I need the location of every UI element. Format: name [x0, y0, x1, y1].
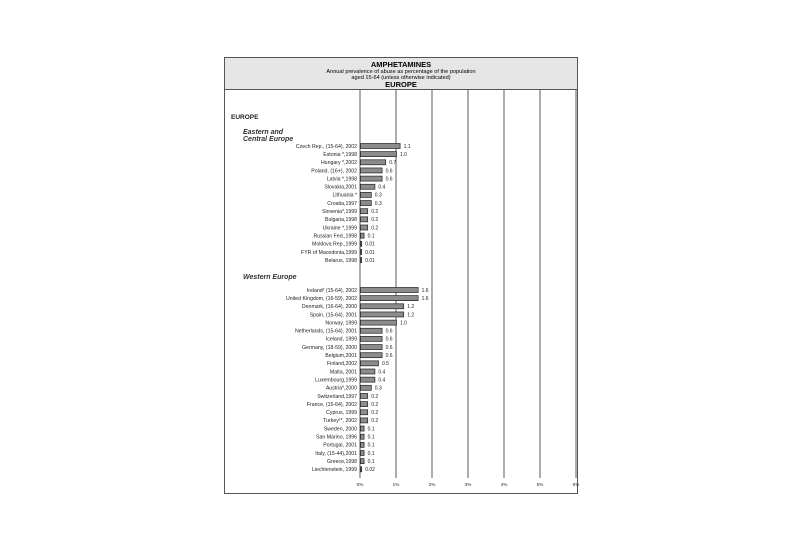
x-tick-label: 4%	[500, 482, 508, 487]
x-tick-label: 6%	[572, 482, 580, 487]
data-label: 1.6	[421, 295, 429, 302]
category-label: Latvia *,1998	[326, 176, 357, 183]
category-label: Ukraine *,1999	[322, 225, 357, 232]
category-label: Austria*,2000	[325, 385, 357, 392]
category-label: Malta, 2001	[329, 369, 357, 376]
data-label: 0.5	[382, 361, 389, 368]
category-label: Slovenia*,1999	[322, 209, 357, 215]
bar	[361, 320, 397, 325]
data-label: 1.0	[400, 151, 407, 158]
bar	[361, 296, 419, 301]
category-label: FYR of Macedonia,1999	[301, 249, 357, 256]
data-label: 0.6	[385, 176, 393, 183]
data-label: 1.1	[403, 143, 411, 150]
category-label: Sweden, 2000	[323, 426, 357, 433]
data-label: 0.1	[367, 434, 375, 441]
data-label: 0.6	[385, 336, 393, 343]
data-label: 0.1	[367, 442, 375, 449]
category-label: Bulgaria,1998	[324, 217, 357, 224]
data-label: 0.4	[378, 369, 386, 376]
bar	[361, 168, 383, 173]
bar	[361, 402, 368, 407]
category-label: Portugal, 2001	[323, 442, 357, 449]
data-label: 0.2	[371, 209, 379, 215]
category-label: Switzerland,1997	[317, 393, 357, 400]
bar	[361, 249, 362, 254]
category-label: Germany, (18-59), 2000	[302, 344, 357, 351]
bar	[361, 258, 362, 263]
category-label: Luxembourg,1999	[315, 377, 357, 384]
category-label: Slovakia,2001	[324, 184, 357, 191]
bar	[361, 233, 365, 238]
data-label: 0.4	[378, 377, 386, 384]
data-label: 0.6	[385, 344, 393, 351]
data-label: 0.1	[367, 458, 375, 465]
bar	[361, 241, 362, 246]
bar	[361, 209, 368, 214]
bar	[361, 312, 404, 317]
category-label: Estonia *,1998	[323, 151, 357, 158]
category-label: Lithuania *	[332, 192, 357, 199]
category-label: Spain, (15-64), 2001	[309, 312, 357, 319]
category-label: Italy, (15-44),2001	[315, 450, 357, 457]
region-label: EUROPE	[231, 114, 259, 121]
x-tick-label: 0%	[356, 482, 364, 487]
bar	[361, 451, 365, 456]
data-label: 0.3	[374, 385, 382, 392]
category-label: Hungary *,2002	[320, 160, 357, 167]
bar	[361, 201, 372, 206]
bar	[361, 353, 383, 358]
chart-frame	[224, 57, 578, 494]
category-label: Liechtenstein, 1999	[312, 467, 357, 474]
bar	[361, 434, 365, 439]
data-label: 0.2	[371, 418, 379, 425]
data-label: 0.2	[371, 393, 379, 400]
category-label: Netherlands, (15-64), 2001	[295, 328, 357, 335]
category-label: Poland, (16+), 2002	[311, 168, 357, 175]
bar	[361, 328, 383, 333]
x-tick-label: 5%	[536, 482, 544, 487]
bar	[361, 459, 365, 464]
bar	[361, 184, 375, 189]
bar	[361, 217, 368, 222]
data-label: 0.01	[365, 257, 375, 264]
bar	[361, 418, 368, 423]
category-label: France, (15-64), 2002	[306, 401, 357, 408]
chart-region-header: EUROPE	[385, 80, 417, 90]
data-label: 0.1	[367, 233, 375, 240]
bar	[361, 304, 404, 309]
bar	[361, 176, 383, 181]
data-label: 0.2	[371, 217, 379, 224]
category-label: Belgium,2001	[325, 353, 357, 359]
data-label: 0.3	[374, 192, 382, 199]
data-label: 0.01	[365, 241, 375, 248]
bar	[361, 377, 375, 382]
bar	[361, 385, 372, 390]
data-label: 1.0	[400, 320, 407, 327]
category-label: Russian Fed.,1998	[313, 233, 357, 240]
bar	[361, 336, 383, 341]
data-label: 0.6	[385, 168, 393, 175]
data-label: 0.2	[371, 401, 379, 408]
bar	[361, 144, 401, 149]
category-label: Greece,1998	[327, 458, 357, 465]
chart-plot	[225, 58, 580, 493]
bar	[361, 467, 362, 472]
data-label: 0.3	[374, 200, 382, 207]
data-label: 0.01	[365, 249, 375, 256]
group-title-line2: Central Europe	[243, 136, 294, 143]
bar	[361, 369, 375, 374]
bar	[361, 152, 397, 157]
bar	[361, 442, 365, 447]
category-label: Iceland, 1999	[325, 336, 357, 343]
bar	[361, 288, 419, 293]
bar	[361, 361, 379, 366]
category-label: Cyprus, 1999	[326, 410, 357, 417]
data-label: 0.4	[378, 184, 386, 191]
data-label: 0.6	[385, 353, 393, 359]
data-label: 0.6	[385, 328, 393, 335]
chart-title: AMPHETAMINES	[370, 60, 432, 69]
x-tick-label: 3%	[464, 482, 472, 487]
chart-subtitle-line1: Annual prevalence of abuse as percentage of the population	[326, 69, 476, 75]
category-label: Denmark, (16-64), 2000	[301, 304, 357, 311]
data-label: 0.7	[389, 160, 397, 167]
group-title: Western Europe	[243, 274, 297, 281]
data-label: 0.2	[371, 225, 379, 232]
data-label: 1.2	[407, 312, 415, 319]
data-label: 0.2	[371, 410, 379, 417]
category-label: United Kingdom, (16-59), 2002	[286, 295, 357, 302]
bar	[361, 345, 383, 350]
category-label: Moldova Rep.,1999	[312, 241, 357, 248]
category-label: San Marino, 1996	[316, 434, 357, 441]
category-label: Croatia,1997	[327, 200, 357, 207]
data-label: 1.6	[421, 287, 429, 294]
bar	[361, 393, 368, 398]
bar	[361, 426, 365, 431]
category-label: Norway, 1999	[325, 320, 357, 327]
category-label: Czech Rep., (15-64), 2002	[295, 143, 357, 150]
data-label: 0.1	[367, 450, 375, 457]
x-tick-label: 2%	[428, 482, 436, 487]
bar	[361, 160, 386, 165]
bar	[361, 192, 372, 197]
data-label: 0.1	[367, 426, 375, 433]
category-label: Ireland² (15-64), 2002	[306, 287, 357, 294]
bar	[361, 225, 368, 230]
category-label: Finland,2002	[327, 361, 357, 368]
data-label: 1.2	[407, 304, 415, 311]
category-label: Turkey¹*, 2002	[323, 418, 357, 425]
group-title: Eastern and	[243, 129, 284, 136]
data-label: 0.02	[365, 467, 375, 474]
category-label: Belarus, 1998	[324, 257, 357, 264]
chart-subtitle-line2: aged 15-64 (unless otherwise indicated)	[351, 75, 451, 82]
bar	[361, 410, 368, 415]
x-tick-label: 1%	[392, 482, 400, 487]
